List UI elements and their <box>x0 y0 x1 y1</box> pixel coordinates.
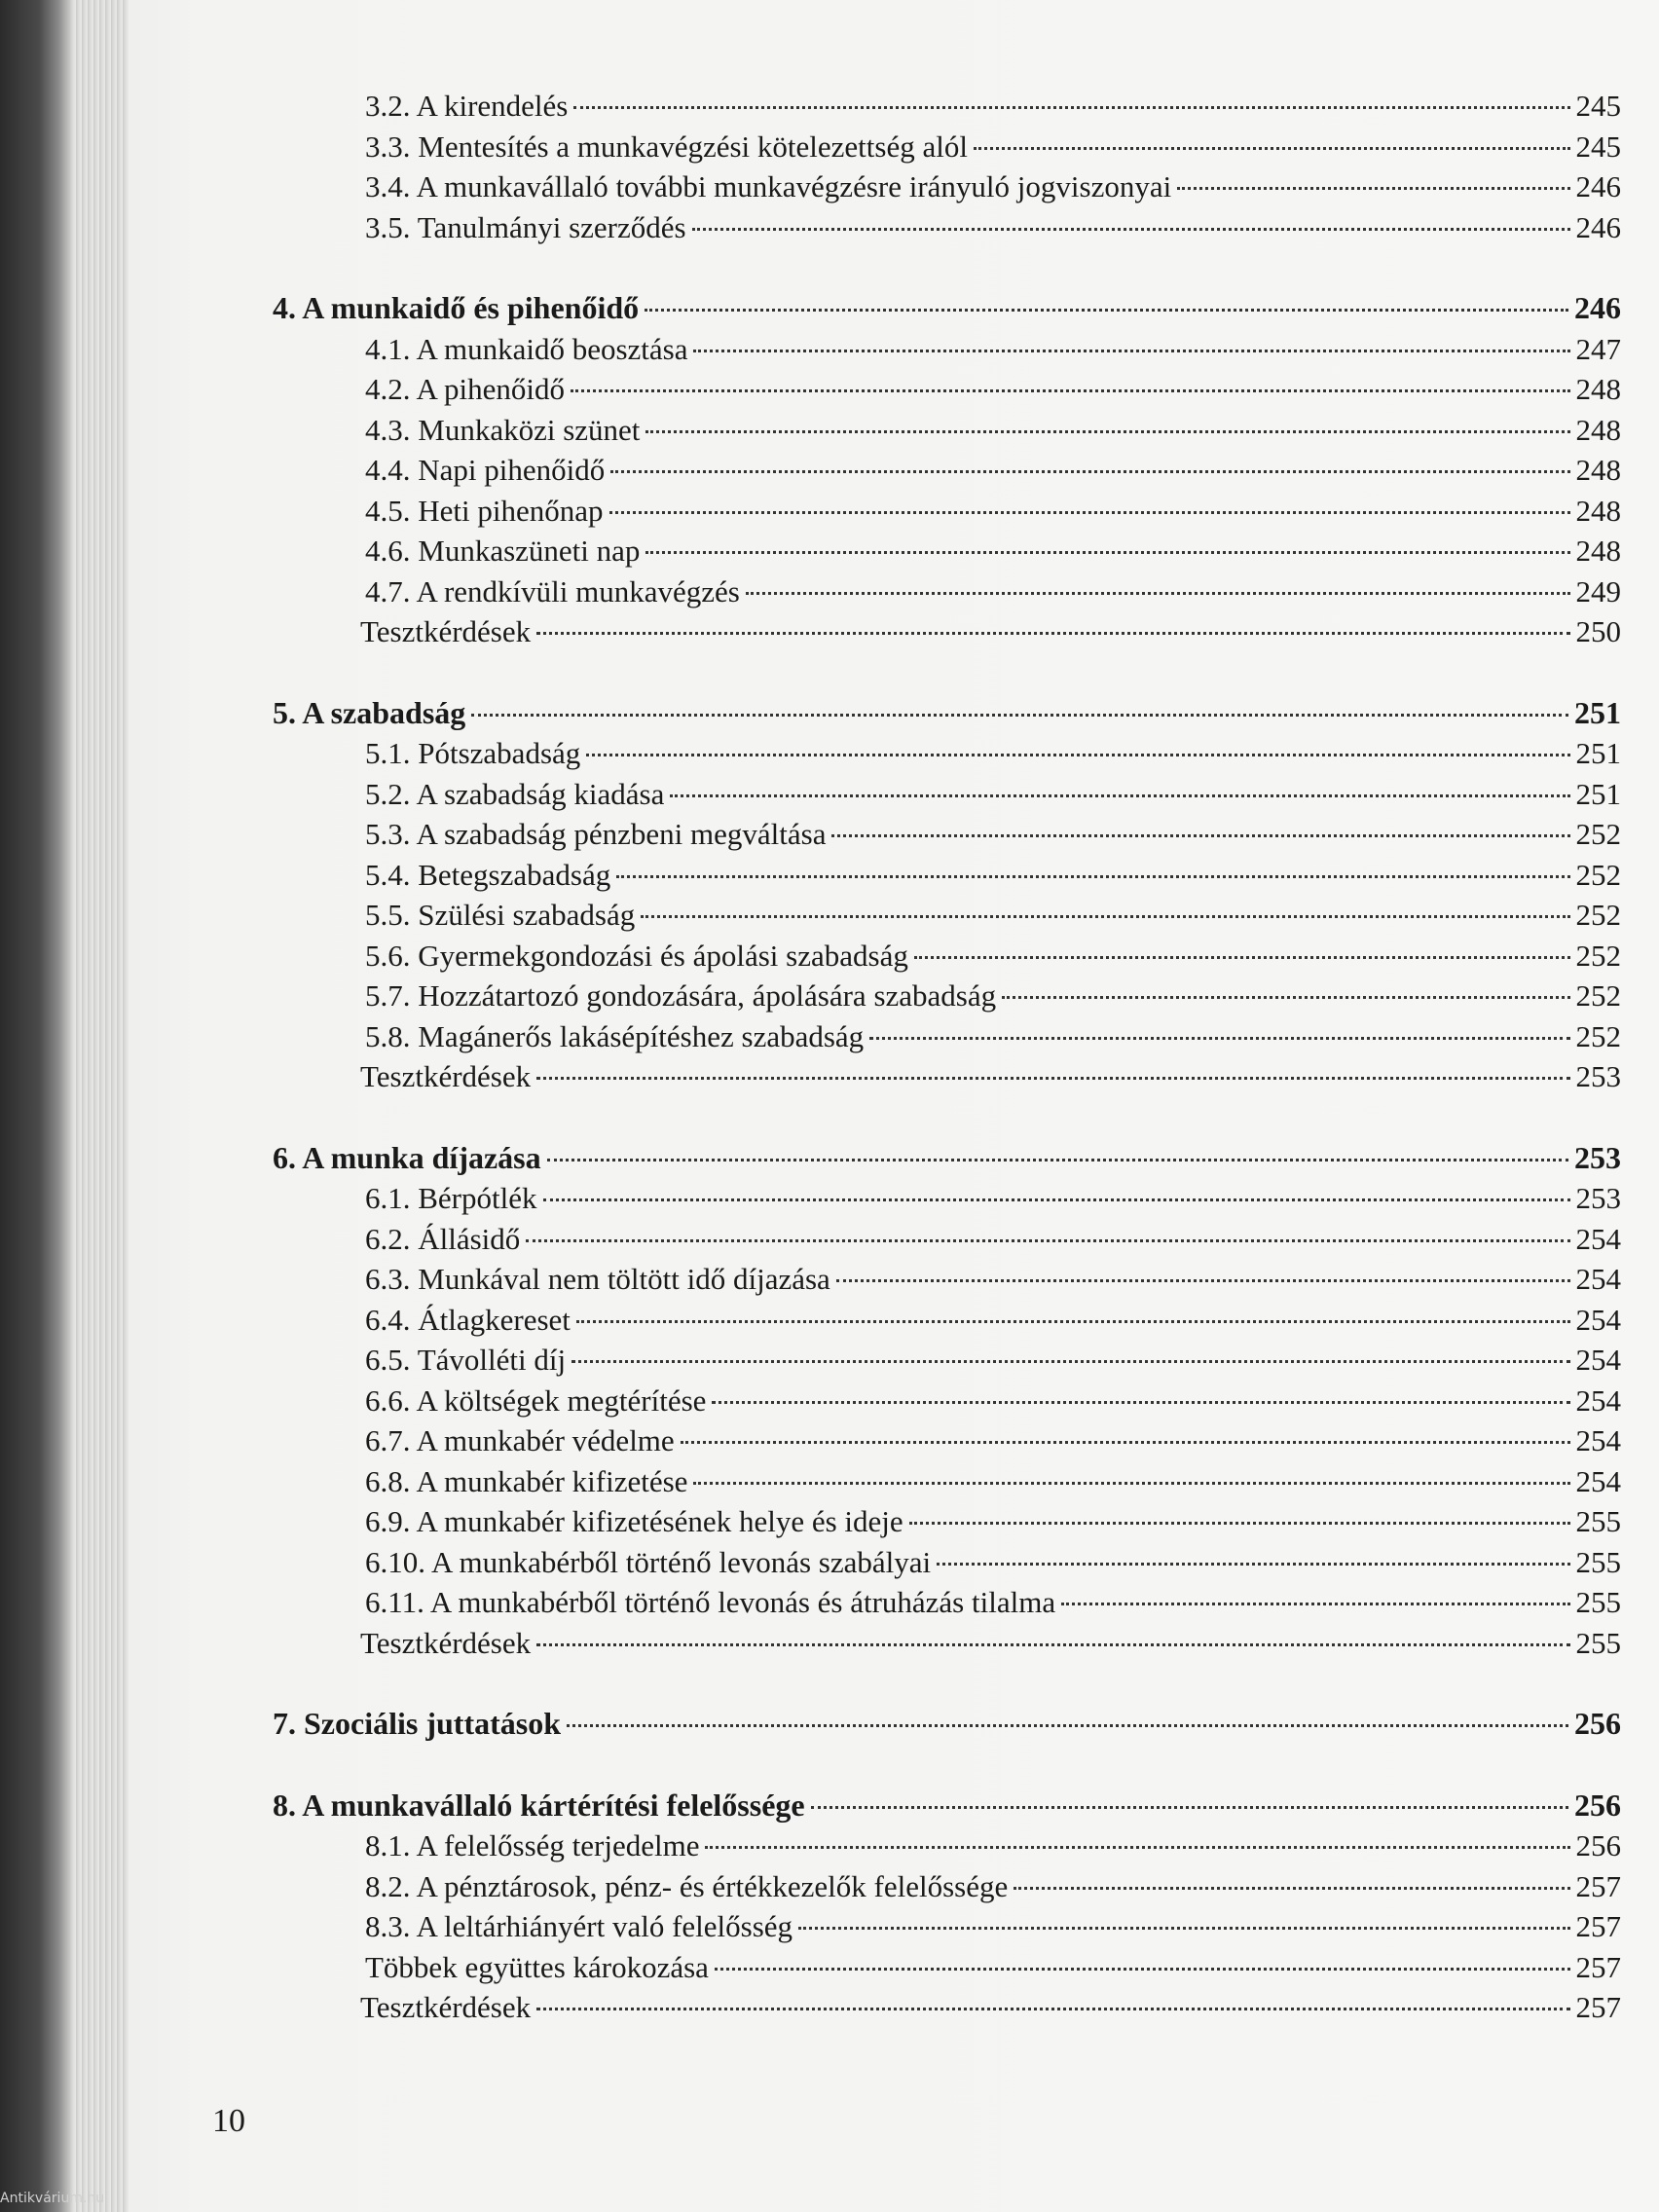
toc-entry-title: 6.9. A munkabér kifizetésének helye és ideje <box>365 1504 903 1538</box>
toc-entry-title: 4.3. Munkaközi szünet <box>365 412 641 447</box>
dot-leader <box>670 794 1569 797</box>
toc-entry-page: 248 <box>1575 453 1621 487</box>
toc-entry <box>273 571 1621 612</box>
toc-entry-title: 6.7. A munkabér védelme <box>365 1423 675 1457</box>
dot-leader <box>576 1320 1570 1323</box>
toc-entry-title: 4.6. Munkaszüneti nap <box>365 534 641 568</box>
toc-entry-title: 6.4. Átlagkereset <box>365 1302 571 1337</box>
toc-entry-title: 8. A munkavállaló kártérítési felelőssége <box>273 1787 805 1823</box>
dot-leader <box>526 1239 1569 1242</box>
dot-leader <box>567 1724 1568 1727</box>
toc-entry-title: 5.1. Pótszabadság <box>365 736 581 770</box>
toc-entry-title: 3.5. Tanulmányi szerződés <box>365 209 686 244</box>
toc-entry-title: 5.3. A szabadság pénzbeni megváltása <box>365 817 827 851</box>
toc-entry-page: 257 <box>1575 1990 1621 2024</box>
dot-leader <box>1177 187 1569 190</box>
toc-entry-title: 5.4. Betegszabadság <box>365 857 611 892</box>
dot-leader <box>610 470 1569 473</box>
dot-leader <box>869 1037 1569 1040</box>
toc-entry-title: 6.10. A munkabérből történő levonás szabályai <box>365 1544 932 1579</box>
dot-leader <box>811 1806 1568 1809</box>
toc-entry-page: 252 <box>1575 857 1621 892</box>
toc-entry-page: 254 <box>1575 1262 1621 1296</box>
toc-entry-page: 252 <box>1575 1018 1621 1053</box>
toc-entry <box>273 531 1621 571</box>
toc-entry-page: 245 <box>1575 89 1621 123</box>
toc-entry-page: 249 <box>1575 573 1621 608</box>
page-number: 10 <box>212 2103 245 2139</box>
toc-entry <box>273 329 1621 370</box>
toc-entry <box>273 1947 1621 1988</box>
toc-entry <box>273 1259 1621 1300</box>
toc-test-questions <box>273 611 1621 652</box>
toc-entry-page: 248 <box>1575 534 1621 568</box>
toc-entry-title: Tesztkérdések <box>360 1059 532 1093</box>
section-gap <box>273 1745 1621 1786</box>
dot-leader <box>705 1846 1569 1849</box>
toc-entry-page: 253 <box>1574 1139 1621 1175</box>
toc-entry-title: 4. A munkaidő és pihenőidő <box>273 290 640 325</box>
toc-entry <box>273 733 1621 774</box>
toc-entry-title: 4.5. Heti pihenőnap <box>365 493 604 528</box>
toc-entry-page: 245 <box>1575 129 1621 164</box>
toc-entry-page: 253 <box>1575 1181 1621 1215</box>
dot-leader <box>616 875 1569 878</box>
toc-entry-title: 4.7. A rendkívüli munkavégzés <box>365 573 740 608</box>
toc-entry-page: 246 <box>1574 290 1621 325</box>
toc-entry <box>273 1300 1621 1341</box>
toc-entry-page: 255 <box>1575 1585 1621 1619</box>
toc-entry <box>273 1178 1621 1219</box>
toc-entry <box>273 1582 1621 1623</box>
dot-leader <box>536 632 1569 635</box>
toc-entry-page: 256 <box>1574 1787 1621 1823</box>
toc-entry <box>273 369 1621 410</box>
section-gap <box>273 1663 1621 1704</box>
watermark-text: Antikvárium.hu <box>0 2191 105 2206</box>
toc-entry <box>273 1420 1621 1461</box>
toc-entry-title: 4.4. Napi pihenőidő <box>365 453 606 487</box>
dot-leader <box>715 1968 1570 1971</box>
toc-entry-title: Többek együttes károkozása <box>365 1949 709 1984</box>
toc-entry-page: 246 <box>1575 209 1621 244</box>
toc-entry-title: 5.7. Hozzátartozó gondozására, ápolására szabadság <box>365 978 997 1013</box>
toc-entry-page: 254 <box>1575 1343 1621 1377</box>
toc-entry-title: 8.1. A felelősség terjedelme <box>365 1828 700 1862</box>
dot-leader <box>836 1279 1570 1282</box>
page-edges <box>70 0 129 2212</box>
toc-entry-page: 255 <box>1575 1625 1621 1660</box>
toc-entry-page: 254 <box>1575 1382 1621 1418</box>
toc-entry <box>273 855 1621 896</box>
dot-leader <box>831 834 1569 837</box>
toc-entry-title: 6.6. A költségek megtérítése <box>365 1382 707 1418</box>
dot-leader <box>571 389 1570 392</box>
toc-entry-page: 250 <box>1575 614 1621 648</box>
toc-entry-page: 251 <box>1575 776 1621 811</box>
section-gap <box>273 247 1621 288</box>
section-gap <box>273 652 1621 693</box>
toc-entry-title: 8.3. A leltárhiányért való felelősség <box>365 1909 793 1943</box>
dot-leader <box>693 1482 1569 1485</box>
dot-leader <box>1061 1603 1569 1605</box>
toc-test-questions <box>273 1623 1621 1664</box>
toc-entry-page: 253 <box>1575 1059 1621 1093</box>
toc-entry <box>273 127 1621 167</box>
toc-chapter-heading <box>273 1138 1621 1179</box>
toc-entry-title: 6.1. Bérpótlék <box>365 1181 537 1215</box>
toc-entry <box>273 450 1621 491</box>
toc-entry-title: 6.3. Munkával nem töltött idő díjazása <box>365 1262 830 1296</box>
toc-entry <box>273 936 1621 977</box>
toc-entry-title: 6.5. Távolléti díj <box>365 1343 567 1377</box>
toc-entry-title: 6. A munka díjazása <box>273 1139 541 1175</box>
toc-entry <box>273 166 1621 207</box>
toc-entry-page: 256 <box>1574 1706 1621 1741</box>
toc-entry-title: Tesztkérdések <box>360 1990 532 2024</box>
toc-entry <box>273 86 1621 127</box>
dot-leader <box>586 754 1569 756</box>
dot-leader <box>645 551 1569 554</box>
toc-entry-page: 252 <box>1575 817 1621 851</box>
toc-entry-title: 5.2. A szabadság kiadása <box>365 776 665 811</box>
dot-leader <box>692 228 1570 231</box>
toc-entry-page: 251 <box>1574 694 1621 730</box>
toc-entry-title: 6.8. A munkabér kifizetése <box>365 1463 688 1498</box>
toc-entry-page: 257 <box>1575 1949 1621 1984</box>
toc-entry <box>273 410 1621 451</box>
toc-entry-title: 4.1. A munkaidő beosztása <box>365 331 688 366</box>
toc-entry-page: 254 <box>1575 1423 1621 1457</box>
book-spine <box>0 0 70 2212</box>
toc-entry-title: 5.6. Gyermekgondozási és ápolási szabadság <box>365 938 908 973</box>
dot-leader <box>609 511 1570 514</box>
toc-entry-title: 6.11. A munkabérből történő levonás és átruházás tilalma <box>365 1585 1056 1619</box>
toc-entry <box>273 1016 1621 1057</box>
toc-chapter-heading <box>273 1786 1621 1826</box>
toc-entry <box>273 1866 1621 1907</box>
toc-entry-title: 3.4. A munkavállaló további munkavégzésre irányuló jogviszonyai <box>365 169 1172 203</box>
dot-leader <box>536 1077 1569 1080</box>
toc-entry <box>273 1461 1621 1502</box>
section-gap <box>273 1097 1621 1138</box>
toc-entry <box>273 207 1621 248</box>
toc-entry-page: 252 <box>1575 978 1621 1013</box>
toc-entry-page: 257 <box>1575 1909 1621 1943</box>
toc-test-questions <box>273 1056 1621 1097</box>
toc-entry-page: 247 <box>1575 331 1621 366</box>
dot-leader <box>914 956 1570 959</box>
toc-entry <box>273 814 1621 855</box>
toc-entry <box>273 1825 1621 1866</box>
toc-entry-title: 8.2. A pénztárosok, pénz- és értékkezelők felelőssége <box>365 1868 1009 1903</box>
dot-leader <box>547 1159 1568 1161</box>
toc-entry-title: 5.5. Szülési szabadság <box>365 898 636 932</box>
toc-entry <box>273 1501 1621 1542</box>
toc-chapter-heading <box>273 1704 1621 1745</box>
dot-leader <box>712 1401 1569 1404</box>
toc-entry-page: 248 <box>1575 412 1621 447</box>
toc-entry-page: 257 <box>1575 1868 1621 1903</box>
dot-leader <box>937 1563 1569 1566</box>
toc-entry <box>273 491 1621 532</box>
toc-entry-title: 7. Szociális juttatások <box>273 1706 561 1741</box>
toc-entry-page: 248 <box>1575 493 1621 528</box>
dot-leader <box>536 2008 1569 2010</box>
toc-entry <box>273 774 1621 815</box>
dot-leader <box>471 714 1568 717</box>
toc-entry <box>273 1340 1621 1381</box>
toc-entry-title: 5.8. Magánerős lakásépítéshez szabadság <box>365 1018 865 1053</box>
toc-entry-page: 252 <box>1575 938 1621 973</box>
toc-entry-page: 255 <box>1575 1544 1621 1579</box>
dot-leader <box>641 915 1569 918</box>
toc-entry-page: 254 <box>1575 1463 1621 1498</box>
toc-entry-page: 256 <box>1575 1828 1621 1862</box>
toc-entry <box>273 895 1621 936</box>
dot-leader <box>536 1643 1569 1646</box>
toc-entry <box>273 1381 1621 1421</box>
toc-entry-title: 4.2. A pihenőidő <box>365 372 565 406</box>
dot-leader <box>693 350 1569 352</box>
toc-chapter-heading <box>273 693 1621 734</box>
dot-leader <box>1014 1887 1569 1890</box>
dot-leader <box>645 309 1568 312</box>
dot-leader <box>1002 996 1569 999</box>
toc-entry-page: 252 <box>1575 898 1621 932</box>
toc-entry-page: 251 <box>1575 736 1621 770</box>
toc-entry <box>273 976 1621 1016</box>
dot-leader <box>909 1522 1570 1525</box>
toc-entry-title: Tesztkérdések <box>360 1625 532 1660</box>
toc-entry-page: 254 <box>1575 1221 1621 1256</box>
toc-chapter-heading <box>273 288 1621 329</box>
dot-leader <box>798 1927 1569 1930</box>
dot-leader <box>681 1441 1570 1444</box>
toc-entry-title: 3.3. Mentesítés a munkavégzési kötelezettség alól <box>365 129 968 164</box>
toc-entry-title: 5. A szabadság <box>273 694 466 730</box>
dot-leader <box>974 147 1570 150</box>
toc-entry-page: 255 <box>1575 1504 1621 1538</box>
toc-entry-title: 6.2. Állásidő <box>365 1221 521 1256</box>
toc-entry-page: 248 <box>1575 372 1621 406</box>
dot-leader <box>645 430 1569 433</box>
toc-entry-page: 254 <box>1575 1302 1621 1337</box>
toc-entry <box>273 1219 1621 1260</box>
dot-leader <box>571 1360 1569 1363</box>
dot-leader <box>543 1198 1570 1201</box>
toc-entry-title: Tesztkérdések <box>360 614 532 648</box>
table-of-contents <box>273 86 1621 2028</box>
toc-entry-page: 246 <box>1575 169 1621 203</box>
toc-entry-title: 3.2. A kirendelés <box>365 89 569 123</box>
toc-entry <box>273 1542 1621 1583</box>
toc-test-questions <box>273 1987 1621 2028</box>
dot-leader <box>573 106 1569 109</box>
toc-entry <box>273 1906 1621 1947</box>
dot-leader <box>746 592 1570 595</box>
